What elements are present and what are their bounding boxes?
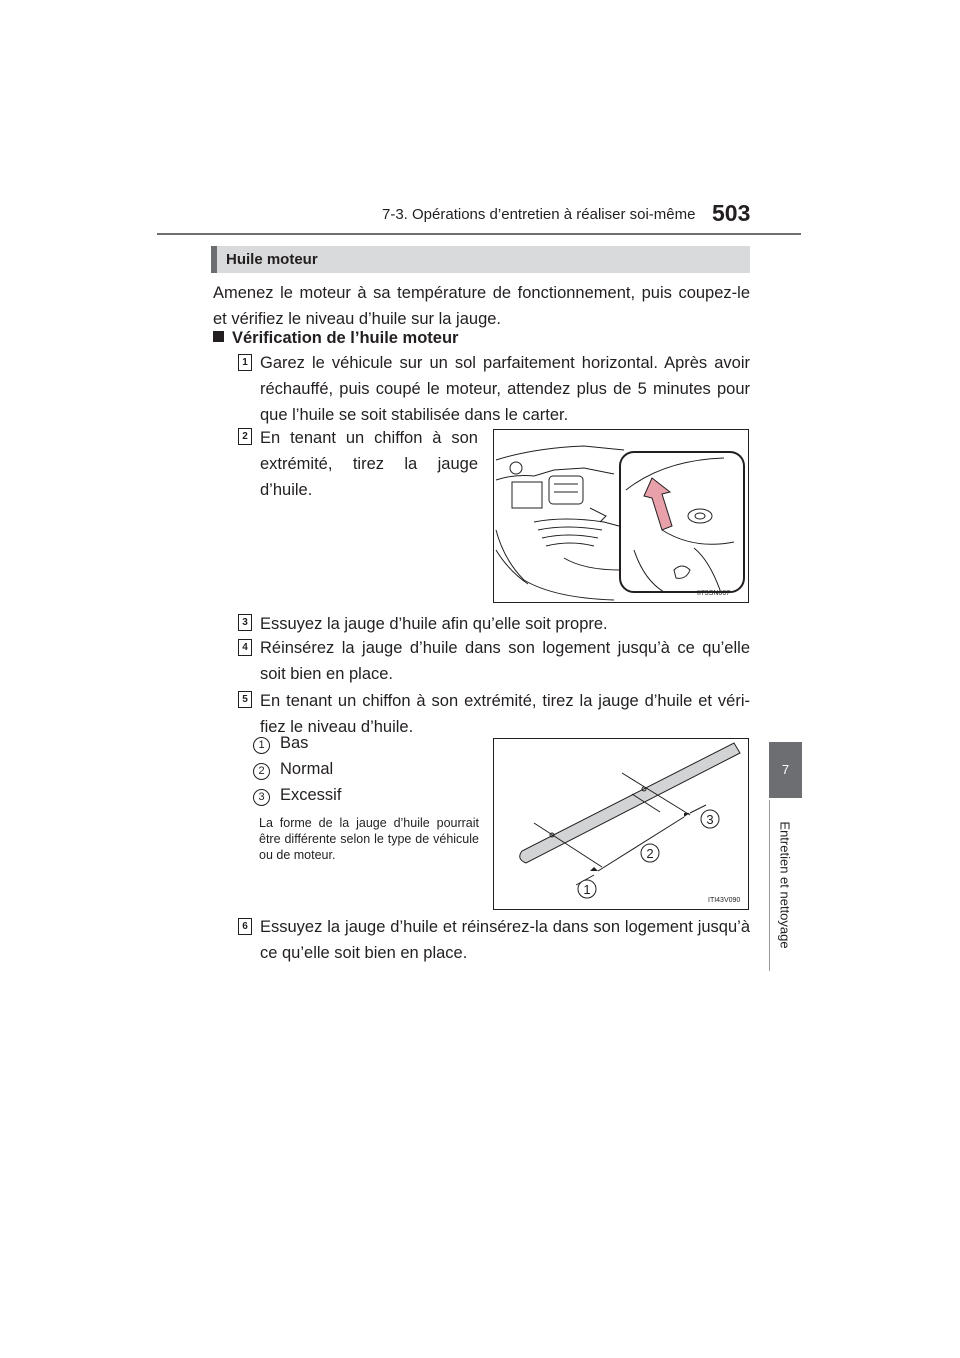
- engine-dipstick-illustration: [493, 429, 749, 603]
- square-bullet-icon: [213, 331, 224, 342]
- dipstick-drawing: [494, 739, 748, 909]
- dipstick-note: La forme de la jauge d’huile pourrait être différente selon le type de véhicule ou de moteur.: [259, 816, 479, 862]
- legend-number-2: 2: [253, 763, 270, 780]
- step-text-1: Garez le véhicule sur un sol parfaitement horizontal. Après avoir réchauffé, puis coupé le moteur, attendez plus de 5 minutes pour que l’huile se soit stabilisée dans le carter.: [260, 354, 750, 424]
- step-text-6: Essuyez la jauge d’huile et réinsérez-la dans son logement jusqu’à ce qu’elle soit bien en place.: [260, 918, 750, 962]
- step-text-4: Réinsérez la jauge d’huile dans son logement jusqu’à ce qu’elle soit bien en place.: [260, 639, 750, 683]
- chapter-tab-label: Entretien et nettoyage: [777, 821, 793, 949]
- figure-code-engine: II73SN067: [697, 590, 731, 597]
- callout-1: 1: [583, 882, 591, 897]
- legend-label-excessive: Excessif: [280, 786, 342, 804]
- step-text-3: Essuyez la jauge d’huile afin qu’elle soit propre.: [260, 615, 608, 633]
- legend-number-1: 1: [253, 737, 270, 754]
- callout-2: 2: [646, 846, 654, 861]
- legend-label-normal: Normal: [280, 760, 334, 778]
- chapter-tab-number: 7: [769, 742, 802, 798]
- step-number-5: 5: [238, 691, 252, 708]
- subheading: [213, 329, 458, 348]
- step-number-6: 6: [238, 918, 252, 935]
- subheading-text: Vérification de l’huile moteur: [232, 329, 459, 347]
- legend-label-low: Bas: [280, 734, 309, 752]
- callout-3: 3: [706, 812, 714, 827]
- header-rule: [157, 233, 801, 235]
- step-text-2: En tenant un chiffon à son extrémité, tirez la jauge d’huile.: [260, 429, 478, 499]
- step-number-4: 4: [238, 639, 252, 656]
- step-number-2: 2: [238, 428, 252, 445]
- section-title: Huile moteur: [226, 251, 318, 268]
- figure-code-dipstick: ITI43V090: [708, 897, 741, 904]
- running-header-section: 7-3. Opérations d’entretien à réaliser soi-même: [382, 206, 696, 223]
- legend-number-3: 3: [253, 789, 270, 806]
- step-number-3: 3: [238, 614, 252, 631]
- intro-paragraph: Amenez le moteur à sa température de fonctionnement, puis coupez-le et vérifiez le niveau d’huile sur la jauge.: [213, 284, 750, 328]
- step-text-5: En tenant un chiffon à son extrémité, tirez la jauge d’huile et véri-fiez le niveau d’huile.: [260, 692, 750, 736]
- engine-bay-drawing: [494, 430, 748, 602]
- dipstick-levels-illustration: [493, 738, 749, 910]
- step-number-1: 1: [238, 354, 252, 371]
- page-number: 503: [712, 200, 751, 226]
